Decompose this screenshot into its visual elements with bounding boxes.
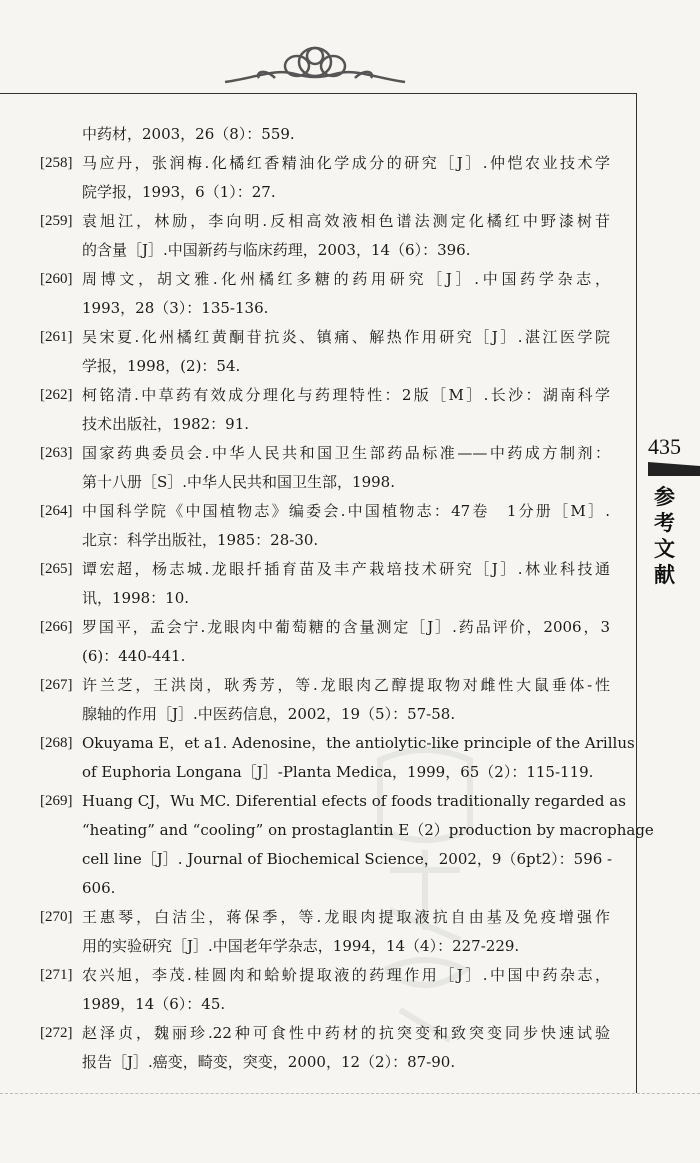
reference-text-line: 中国科学院《中国植物志》编委会.中国植物志：47卷 1分册［M］. [82, 502, 610, 520]
reference-number: [265] [40, 561, 73, 577]
reference-item [40, 497, 610, 555]
reference-text-line: 1989，14（6）：45. [82, 995, 226, 1013]
reference-number: [260] [40, 271, 73, 287]
section-label: 参考文献 [654, 484, 675, 587]
reference-number: [266] [40, 619, 73, 635]
reference-number: [259] [40, 213, 73, 229]
reference-item [40, 381, 610, 439]
reference-number: [263] [40, 445, 73, 461]
reference-number: [269] [40, 793, 73, 809]
reference-text-line: cell line［J］. Journal of Biochemical Science，2002，9（6pt2）：596 - [82, 850, 613, 868]
reference-text-line: 的含量［J］.中国新药与临床药理，2003，14（6）：396. [82, 241, 471, 259]
reference-item [40, 729, 635, 787]
reference-number: [258] [40, 155, 73, 171]
reference-text-line: 606. [82, 879, 116, 897]
reference-text-line: 周博文，胡文雅.化州橘红多糖的药用研究［J］.中国药学杂志， [82, 270, 610, 288]
reference-text-line: 腺轴的作用［J］.中医药信息，2002，19（5）：57-58. [82, 705, 456, 723]
reference-text-line: 吴宋夏.化州橘红黄酮苷抗炎、镇痛、解热作用研究［J］.湛江医学院 [82, 328, 610, 346]
reference-text-line: 国家药典委员会.中华人民共和国卫生部药品标准——中药成方制剂： [82, 444, 610, 462]
reference-list [40, 120, 654, 1077]
reference-text-line: 技术出版社，1982：91. [82, 415, 250, 433]
reference-text-line: 马应丹，张润梅.化橘红香精油化学成分的研究［J］.仲恺农业技术学 [82, 154, 610, 172]
header-rule [0, 93, 636, 94]
reference-text-line: 农兴旭，李茂.桂圆肉和蛤蚧提取液的药理作用［J］.中国中药杂志， [82, 966, 610, 984]
reference-number: [267] [40, 677, 73, 693]
reference-text-line: 1993，28（3）：135-136. [82, 299, 269, 317]
reference-text-line: Okuyama E，et a1. Adenosine，the antiolytic-like principle of the Arillus [82, 734, 635, 752]
reference-text-line: 罗国平，孟会宁.龙眼肉中葡萄糖的含量测定［J］.药品评价，2006，3 [82, 618, 610, 636]
reference-text-line: 许兰芝，王洪岗，耿秀芳，等.龙眼肉乙醇提取物对雌性大鼠垂体-性 [82, 676, 610, 694]
reference-text-line: 谭宏超，杨志城.龙眼扦插育苗及丰产栽培技术研究［J］.林业科技通 [82, 560, 610, 578]
page-number: 435 [648, 434, 681, 459]
reference-number: [262] [40, 387, 73, 403]
reference-text-line: 第十八册［S］.中华人民共和国卫生部，1998. [82, 473, 395, 491]
reference-number: [264] [40, 503, 73, 519]
header-ornament-icon [215, 38, 415, 94]
reference-text-line: “heating” and “cooling” on prostaglantin E（2）production by macrophage [82, 821, 654, 839]
reference-number: [270] [40, 909, 73, 925]
reference-item [40, 149, 610, 207]
reference-text-line: 学报，1998，(2)：54. [82, 357, 241, 375]
reference-item [40, 671, 610, 729]
reference-number: [271] [40, 967, 73, 983]
reference-text-line: 院学报，1993，6（1）：27. [82, 183, 276, 201]
reference-text-line: Huang CJ，Wu MC. Diferential efects of foods traditionally regarded as [82, 792, 626, 810]
reference-number: [268] [40, 735, 73, 751]
reference-text-line: 中药材，2003，26（8）：559. [82, 125, 295, 143]
reference-item [40, 323, 610, 381]
reference-item [40, 207, 610, 265]
reference-text-line: 赵泽贞，魏丽珍.22种可食性中药材的抗突变和致突变同步快速试验 [82, 1024, 610, 1042]
footer-rule [0, 1093, 700, 1094]
reference-item [40, 120, 610, 149]
reference-text-line: 用的实验研究［J］.中国老年学杂志，1994，14（4）：227-229. [82, 937, 520, 955]
reference-text-line: 柯铭清.中草药有效成分理化与药理特性：2版［M］.长沙：湖南科学 [82, 386, 610, 404]
reference-number: [272] [40, 1025, 73, 1041]
reference-number: [261] [40, 329, 73, 345]
reference-item [40, 613, 610, 671]
reference-item [40, 439, 610, 497]
reference-text-line: (6)：440-441. [82, 647, 186, 665]
reference-item [40, 555, 610, 613]
reference-item [40, 787, 654, 903]
reference-item [40, 961, 610, 1019]
reference-text-line: 北京：科学出版社，1985：28-30. [82, 531, 319, 549]
reference-text-line: 报告［J］.癌变，畸变，突变，2000，12（2）：87-90. [82, 1053, 456, 1071]
reference-item [40, 1019, 610, 1077]
margin-rule [636, 93, 637, 1093]
reference-text-line: 讯，1998：10. [82, 589, 190, 607]
reference-item [40, 903, 610, 961]
reference-text-line: 王惠琴，白洁尘，蒋保季，等.龙眼肉提取液抗自由基及免疫增强作 [82, 908, 610, 926]
reference-text-line: 袁旭江，林励，李向明.反相高效液相色谱法测定化橘红中野漆树苷 [82, 212, 610, 230]
reference-item [40, 265, 610, 323]
page-tab-marker-icon [648, 462, 700, 476]
reference-text-line: of Euphoria Longana［J］-Planta Medica，1999，65（2）：115-119. [82, 763, 594, 781]
